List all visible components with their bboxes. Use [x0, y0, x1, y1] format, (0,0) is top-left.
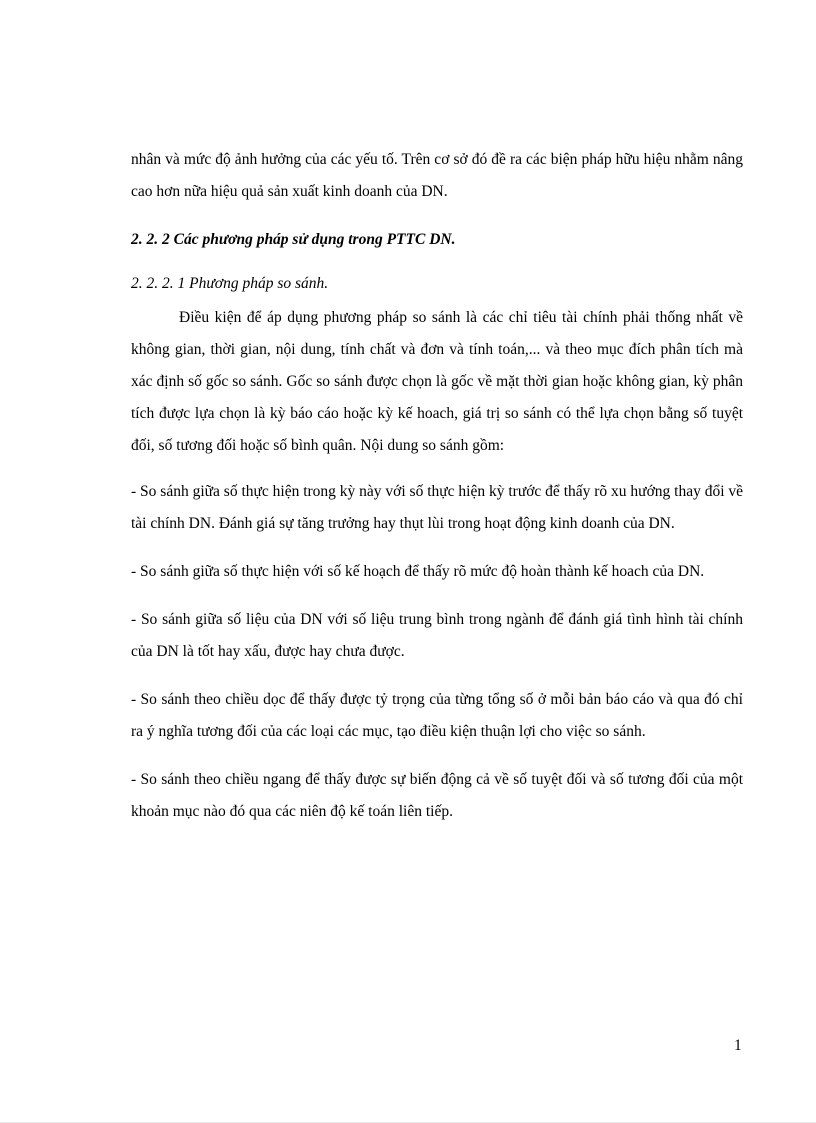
page-content: [131, 144, 743, 844]
main-paragraph: Điều kiện để áp dụng phương pháp so sánh là các chỉ tiêu tài chính phải thống nhất về không gian, thời gian, nội dung, tính chất và đơn và tính toán,... và theo mục đích phân tích mà xác định số gốc so sánh. Gốc so sánh được chọn là gốc về mặt thời gian hoặc không gian, kỳ phân tích được lựa chọn là kỳ báo cáo hoặc kỳ kế hoach, giá trị so sánh có thể lựa chọn bằng số tuyệt đối, số tương đối hoặc số bình quân. Nội dung so sánh gồm:: [131, 309, 743, 454]
subsection-heading: 2. 2. 2. 1 Phương pháp so sánh.: [131, 275, 329, 292]
bullet-paragraph: - So sánh theo chiều ngang để thấy được sự biến động cả về số tuyệt đối và số tương đối của một khoản mục nào đó qua các niên độ kế toán liên tiếp.: [131, 771, 743, 820]
bullet-paragraph: - So sánh giữa số thực hiện với số kế hoạch để thấy rõ mức độ hoàn thành kế hoach của DN.: [131, 563, 705, 580]
bullet-paragraph: - So sánh giữa số liệu của DN với số liệu trung bình trong ngành để đánh giá tình hình tài chính của DN là tốt hay xấu, được hay chưa được.: [131, 611, 743, 660]
page-number: 1: [734, 1037, 742, 1054]
section-heading: 2. 2. 2 Các phương pháp sử dụng trong PTTC DN.: [131, 231, 456, 248]
bullet-paragraph: - So sánh theo chiều dọc để thấy được tỷ trọng của từng tổng số ở mỗi bản báo cáo và qua đó chỉ ra ý nghĩa tương đối của các loại các mục, tạo điều kiện thuận lợi cho việc so sánh.: [131, 691, 743, 740]
bullet-paragraph: - So sánh giữa số thực hiện trong kỳ này với số thực hiện kỳ trước để thấy rõ xu hướng thay đổi về tài chính DN. Đánh giá sự tăng trưởng hay thụt lùi trong hoạt động kinh doanh của DN.: [131, 483, 744, 532]
paragraph-continuation: nhân và mức độ ảnh hưởng của các yếu tố. Trên cơ sở đó đề ra các biện pháp hữu hiệu nhằm nâng cao hơn nữa hiệu quả sản xuất kinh doanh của DN.: [131, 151, 743, 200]
